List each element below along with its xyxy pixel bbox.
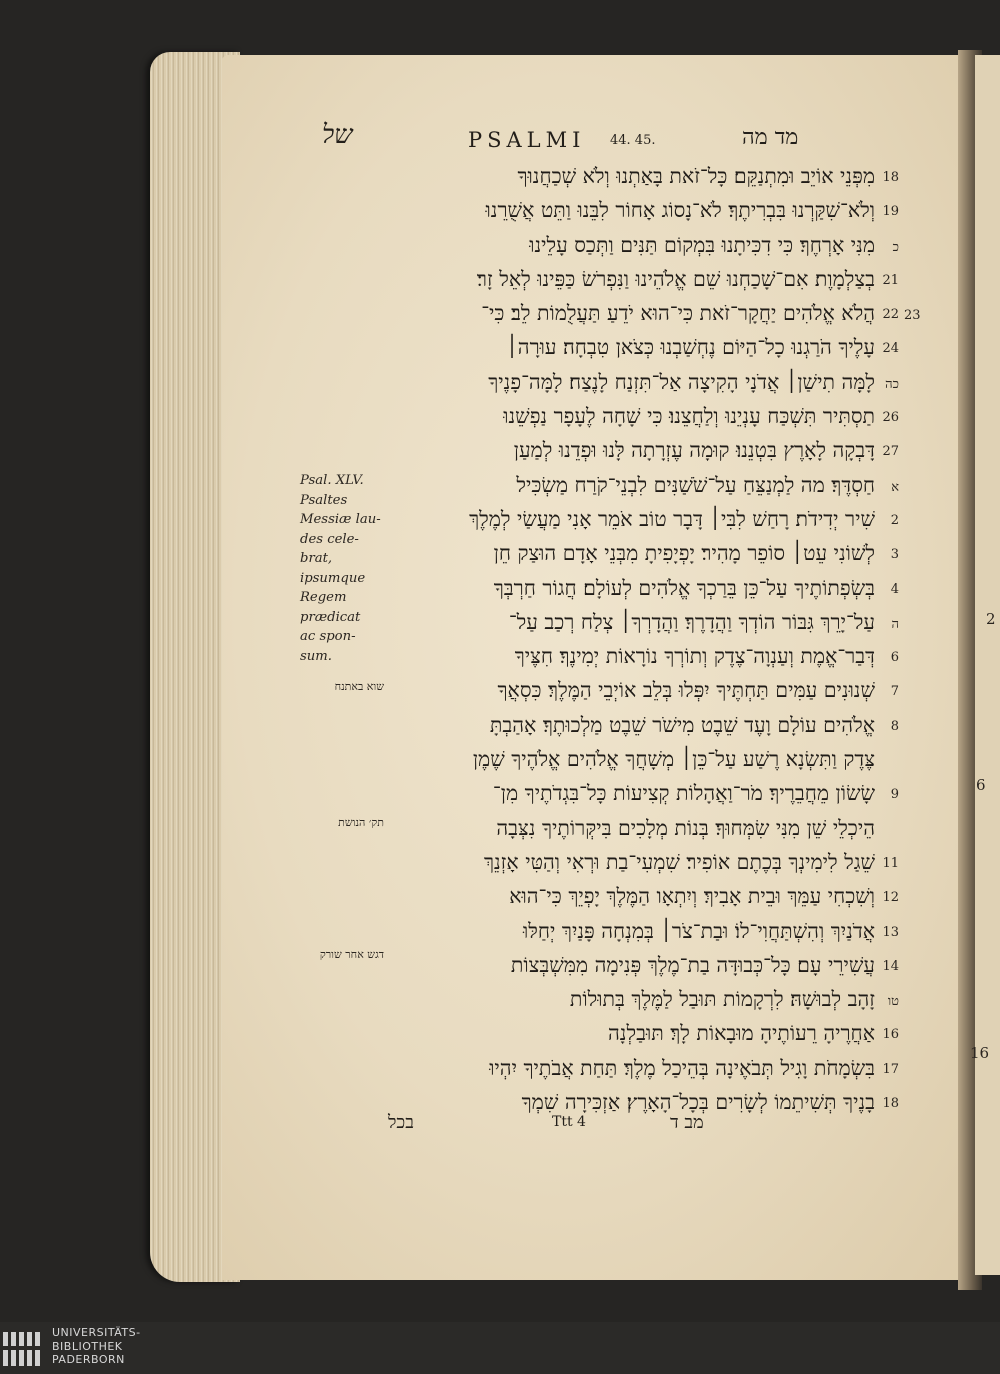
header-hebrew-numbers: מד מה [742,125,799,150]
line-text: אֱלֹהִים עוֹלָם וָעֶד שֵׁבֶט מִישֹׁר שֵׁבֶט מַלְכוּתֶךָ׃ אָהַבְתָּ [489,712,875,737]
logo-line: UNIVERSITÄTS- [52,1326,141,1339]
verse-number: 18 [882,1096,899,1112]
marginal-note-line: des cele- [300,531,359,547]
text-line [380,608,899,642]
verse-number: 3 [890,547,899,563]
verse-number: 24 [882,341,899,357]
verse-number: 26 [882,410,899,426]
text-line [380,196,899,230]
line-text: בְּשְׂפְתוֹתֶיךָ עַל־כֵּן בֵּרַכְךָ אֱלֹהִים לְעוֹלָם׃ חֲגוֹר חַרְבְּךָ [493,575,875,600]
line-text: תַסְתִּיר תִּשְׁכַּח עָנְיֵנוּ וְלַחֲצֵנוּ׃ כִּי שָׁחָה לֶעָפָר נַפְשֵׁנוּ [503,404,875,429]
text-line [380,779,899,813]
verse-number: 9 [890,787,899,803]
line-text: מִנִּי אָרְחֶךָ׃ כִּי דִכִּיתָנוּ בִּמְקוֹם תַּנִּים וַתְּכַס עָלֵינוּ [529,232,875,257]
outer-verse-number: 23 [904,308,921,323]
line-text: בְצַלְמָוֶת׃ אִם־שָׁכַחְנוּ שֵׁם אֱלֹהֵינוּ וַנִּפְרֹשׂ כַּפֵּינוּ לְאֵל זָר׃ [476,266,875,291]
line-text: וְלֹא־שִׁקַּרְנוּ בִּבְרִיתֶךָ׃ לֹא־נָסוֹג אָחוֹר לִבֵּנוּ וַתֵּט אֲשֻׁרֵנוּ [485,198,875,223]
verse-number: ה [891,616,899,632]
verse-number: 19 [882,204,899,220]
hebrew-margin-note: דגש אחר שורק [319,948,384,961]
text-line [380,333,899,367]
line-text: זָהָב לְבוּשָׁהּ׃ לִרְקָמוֹת תּוּבַל לַמֶּלֶךְ בְּתוּלוֹת [569,987,875,1012]
text-line [380,745,895,779]
signature-mark: Ttt 4 [552,1114,586,1130]
marginal-note-line: Messiæ lau- [300,512,381,527]
text-line [380,676,899,710]
marginal-note-line: sum. [300,648,332,664]
line-text: לָמָּה תִישַׁן׀ אֲדֹנָי הָקִיצָה אַל־תִּזְנַח לָנֶצַח׃ לָמָּה־פָנֶיךָ [488,369,875,394]
verse-number: 7 [890,684,899,700]
line-text: שֵׁגַל לִימִינְךָ בְּכֶתֶם אוֹפִיר׃ שִׁמְעִי־בַת וּרְאִי וְהַטִּי אָזְנֵךְ [483,849,875,874]
verse-number: 11 [882,855,899,871]
line-text: הֵיכְלֵי שֵׁן מִנִּי שִׂמְּחוּךָ׃ בְּנוֹת מְלָכִים בִּיקְּרוֹתֶיךָ נִצְּבָה [496,815,875,840]
text-line [380,917,899,951]
text-line [380,574,899,608]
verse-number: 14 [882,958,899,974]
logo-line: BIBLIOTHEK [52,1339,123,1353]
text-block [380,162,899,1122]
verse-number: 21 [882,272,899,288]
header-title: PSALMI [468,128,586,152]
marginal-note-line: Psal. XLV. [300,473,364,488]
text-line [380,368,899,402]
hebrew-signature: מב ד [670,1112,704,1133]
text-line [380,882,899,916]
marginal-note-line: ac spon- [300,629,356,644]
marginal-note-line: prædicat [300,609,361,625]
verse-number: 18 [882,170,899,185]
line-text: הֲלֹא אֱלֹהִים יַחֲקָר־זֹאת כִּי־הוּא יֹדֵעַ תַּעֲלֻמוֹת לֵב׃ כִּי־ [481,301,875,326]
line-text: וְשִׁכְחִי עַמֵּךְ וּבֵית אָבִיךְ׃ וְיִתְאָו הַמֶּלֶךְ יָפְיֵךְ כִּי־הוּא [509,884,875,909]
catchword: בכל [388,1112,414,1133]
verse-number: 22 [882,307,899,323]
line-text: חַסְדֶּךָ׃ מה לַמְנַצֵּחַ עַל־שֹׁשַׁנִּים לִבְנֵי־קֹרַח מַשְׂכִּיל [516,472,875,497]
library-logo-icon [2,1328,46,1370]
text-line [380,951,899,985]
text-line [380,848,899,882]
text-line [380,711,899,745]
verse-number: 27 [882,444,899,460]
marginal-note-line: Psaltes [300,492,348,508]
text-line [380,471,899,505]
text-line [380,642,899,676]
running-header [300,120,820,160]
text-line [380,436,899,470]
hebrew-margin-note: תק׳ הנושת [338,816,384,829]
text-line [380,505,899,539]
facing-page-mark: 2 [986,610,996,628]
line-text: אַחֲרֶיהָ רֵעוֹתֶיהָ מוּבָאוֹת לָךְ׃ תּוּבַלְנָה [608,1021,875,1046]
line-text: מִפְּנֵי אוֹיֵב וּמִתְנַקֵּם׃ כָּל־זֹאת בָּאַתְנוּ וְלֹא שְׁכַחֲנוּךָ [517,164,875,188]
logo-line: PADERBORN [52,1353,125,1366]
marginal-note-line: ipsumque [300,570,366,586]
verse-number: טו [887,994,899,1010]
line-text: עַל־יָרֵךְ גִּבּוֹר הוֹדְךָ וַהֲדָרֶךָ׃ וַהֲדָרְךָ׀ צְלַח רְכַב עַל־ [508,609,875,634]
text-line [380,814,895,848]
verse-number: 17 [882,1061,899,1077]
text-line [380,265,899,299]
verse-number: 6 [890,650,899,666]
line-text: דָּבְקָה לָאָרֶץ בִּטְנֵנוּ׃ קוּמָה עֶזְרָתָה לָּנוּ וּפְדֵנוּ לְמַעַן [513,438,875,463]
text-line [380,1019,899,1053]
footer-bar [0,1322,1000,1374]
facing-page-mark: 16 [970,1044,990,1062]
text-line [380,162,899,196]
line-text: שָׂשׂוֹן מֵחֲבֵרֶיךָ׃ מֹר־וַאֲהָלוֹת קְצִיעוֹת כָּל־בִּגְדֹתֶיךָ מִן־ [492,781,875,806]
library-logo-text [52,1326,141,1367]
line-text: בִּשְׂמָחֹת וָגִיל תְּבֹאֶינָה בְּהֵיכַל מֶלֶךְ׃ תַּחַת אֲבֹתֶיךָ יִהְיוּ [489,1055,875,1080]
verse-number: 8 [890,718,899,734]
facing-page [975,55,1000,1275]
text-line [380,402,899,436]
line-text: אֲדֹנַיִךְ וְהִשְׁתַּחֲוִי־לוֹ׃ וּבַת־צֹר׀ בְּמִנְחָה פָּנַיִךְ יְחַלּוּ [523,918,875,943]
verse-number: 13 [882,924,899,940]
marginal-note-line: brat, [300,551,333,566]
text-line [380,299,899,333]
header-psalm-numbers: 44. 45. [610,133,656,148]
text-line [380,231,899,265]
verse-number: 16 [882,1027,899,1043]
facing-page-mark: 6 [976,776,986,794]
verse-number: 2 [890,512,899,528]
line-text: שִׁיר יְדִידֹת׃ רָחַשׁ לִבִּי׀ דָּבָר טוֹב אֹמֵר אָנִי מַעֲשַׂי לְמֶלֶךְ [469,506,875,531]
text-line [380,985,899,1019]
verse-number: 4 [890,581,899,597]
marginal-note-line: Regem [300,590,347,605]
hebrew-margin-note: שוא באתנח [334,680,384,693]
text-line [380,539,899,573]
line-text: לְשׁוֹנִי עֵט׀ סוֹפֵר מָהִיר׃ יָפְיָפִיתָ מִבְּנֵי אָדָם הוּצַק חֵן [493,541,875,566]
verse-number: כ [892,239,899,255]
line-text: שְׁנוּנִים עַמִּים תַּחְתֶּיךָ יִפְּלוּ בְּלֵב אוֹיְבֵי הַמֶּלֶךְ׃ כִּסְאֲךָ [497,678,875,703]
verse-number: 12 [882,890,899,906]
line-text: בָנֶיךָ תְּשִׁיתֵמוֹ לְשָׂרִים בְּכָל־הָאָרֶץ׃ אַזְכִּירָה שִׁמְךָ [521,1090,875,1115]
line-text: צֶּדֶק וַתִּשְׂנָא רֶשַׁע עַל־כֵּן׀ מְשָׁחֲךָ אֱלֹהִים אֱלֹהֶיךָ שֶׁמֶן [472,747,875,772]
page-footer [380,1110,900,1140]
line-text: עֲשִׁירֵי עָם׃ כָּל־כְּבוּדָּה בַת־מֶלֶךְ פְּנִימָה מִמִּשְׁבְּצוֹת [510,952,875,977]
line-text: דְּבַר־אֱמֶת וְעַנְוָה־צֶדֶק וְתוֹרְךָ נוֹרָאוֹת יְמִינֶךָ׃ חִצֶּיךָ [514,644,875,669]
line-text: עָלֶיךָ הֹרַגְנוּ כָל־הַיּוֹם נֶחְשַׁבְנוּ כְּצֹאן טִבְחָה׃ עוּרָה׀ [506,335,875,360]
text-line [380,1054,899,1088]
header-left-word: של [322,120,353,150]
marginal-note [300,471,382,666]
verse-number: כה [885,376,899,392]
verse-number: א [891,479,899,495]
